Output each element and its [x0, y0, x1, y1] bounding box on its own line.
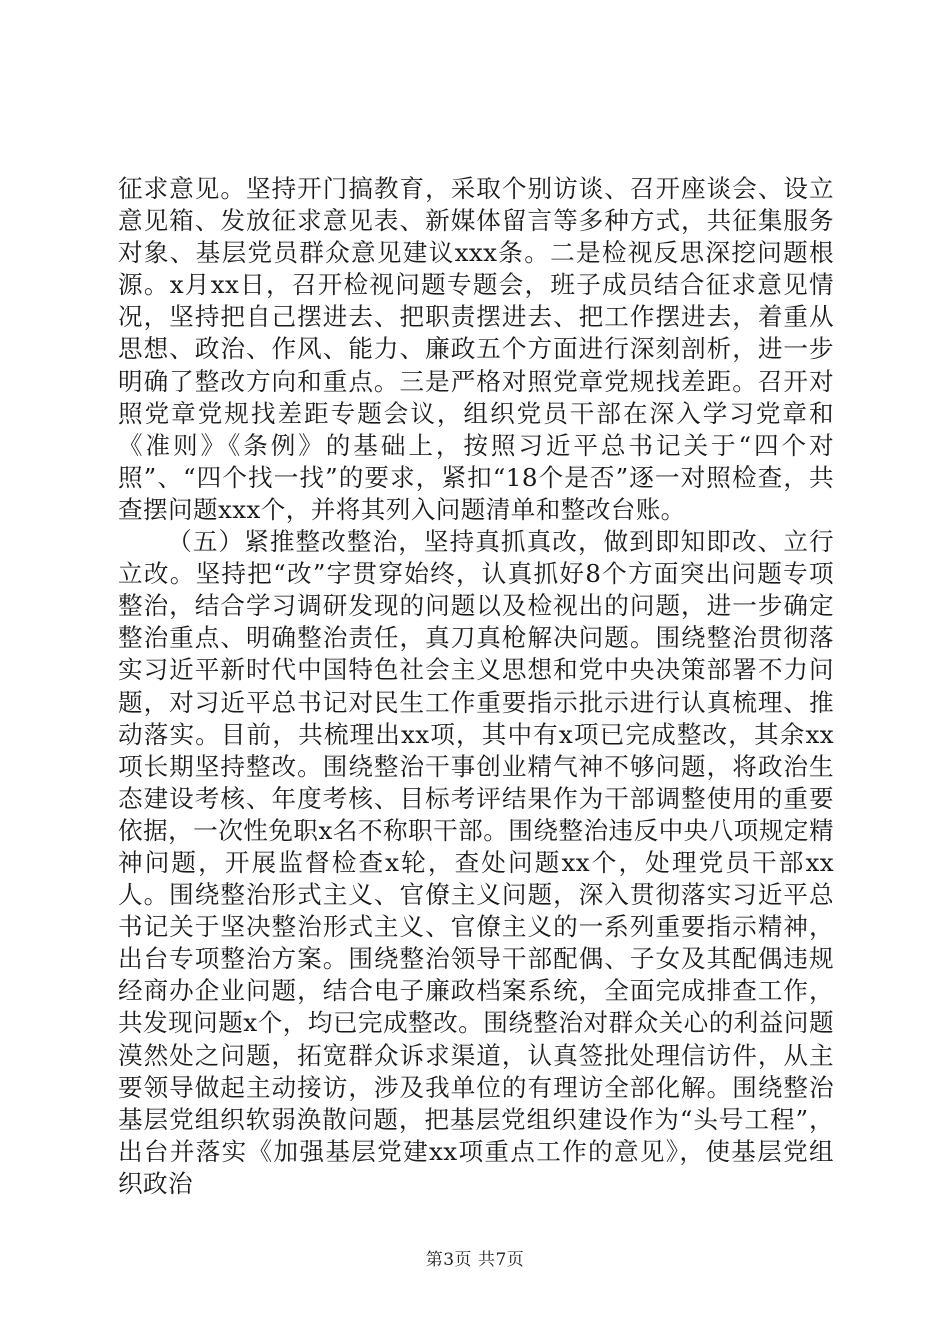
page-number: 第3页 共7页 [425, 1250, 525, 1270]
paragraph-1: 征求意见。坚持开门搞教育，采取个别访谈、召开座谈会、设立意见箱、发放征求意见表、新媒体留言等多种方式，共征集服务对象、基层党员群众意见建议xxx条。二是检视反思深挖问题根源。x月xx日，召开检视问题专题会，班子成员结合征求意见情况，坚持把自己摆进去、把职责摆进去、把工作摆进去，着重从思想、政治、作风、能力、廉政五个方面进行深刻剖析，进一步明确了整改方向和重点。三是严格对照党章党规找差距。召开对照党章党规找差距专题会议，组织党员干部在深入学习党章和《准则》《条例》的基础上，按照习近平总书记关于“四个对照”、“四个找一找”的要求，紧扣“18个是否”逐一对照检查，共查摆问题xxx个，并将其列入问题清单和整改台账。 [118, 174, 834, 524]
document-body [118, 173, 834, 1200]
paragraph-2: （五）紧推整改整治，坚持真抓真改，做到即知即改、立行立改。坚持把“改”字贯穿始终，认真抓好8个方面突出问题专项整治，结合学习调研发现的问题以及检视出的问题，进一步确定整治重点、明确整治责任，真刀真枪解决问题。围绕整治贯彻落实习近平新时代中国特色社会主义思想和党中央决策部署不力问题，对习近平总书记对民生工作重要指示批示进行认真梳理、推动落实。目前，共梳理出xx项，其中有x项已完成整改，其余xx项长期坚持整改。围绕整治干事创业精气神不够问题，将政治生态建设考核、年度考核、目标考评结果作为干部调整使用的重要依据，一次性免职x名不称职干部。围绕整治违反中央八项规定精神问题，开展监督检查x轮，查处问题xx个，处理党员干部xx人。围绕整治形式主义、官僚主义问题，深入贯彻落实习近平总书记关于坚决整治形式主义、官僚主义的一系列重要指示精神，出台专项整治方案。围绕整治领导干部配偶、子女及其配偶违规经商办企业问题，结合电子廉政档案系统，全面完成排查工作，共发现问题x个，均已完成整改。围绕整治对群众关心的利益问题漠然处之问题，拓宽群众诉求渠道，认真签批处理信访件，从主要领导做起主动接访，涉及我单位的有理访全部化解。围绕整治基层党组织软弱涣散问题，把基层党组织建设作为“头号工程”，出台并落实《加强基层党建xx项重点工作的意见》，使基层党组织政治 [118, 527, 834, 1198]
